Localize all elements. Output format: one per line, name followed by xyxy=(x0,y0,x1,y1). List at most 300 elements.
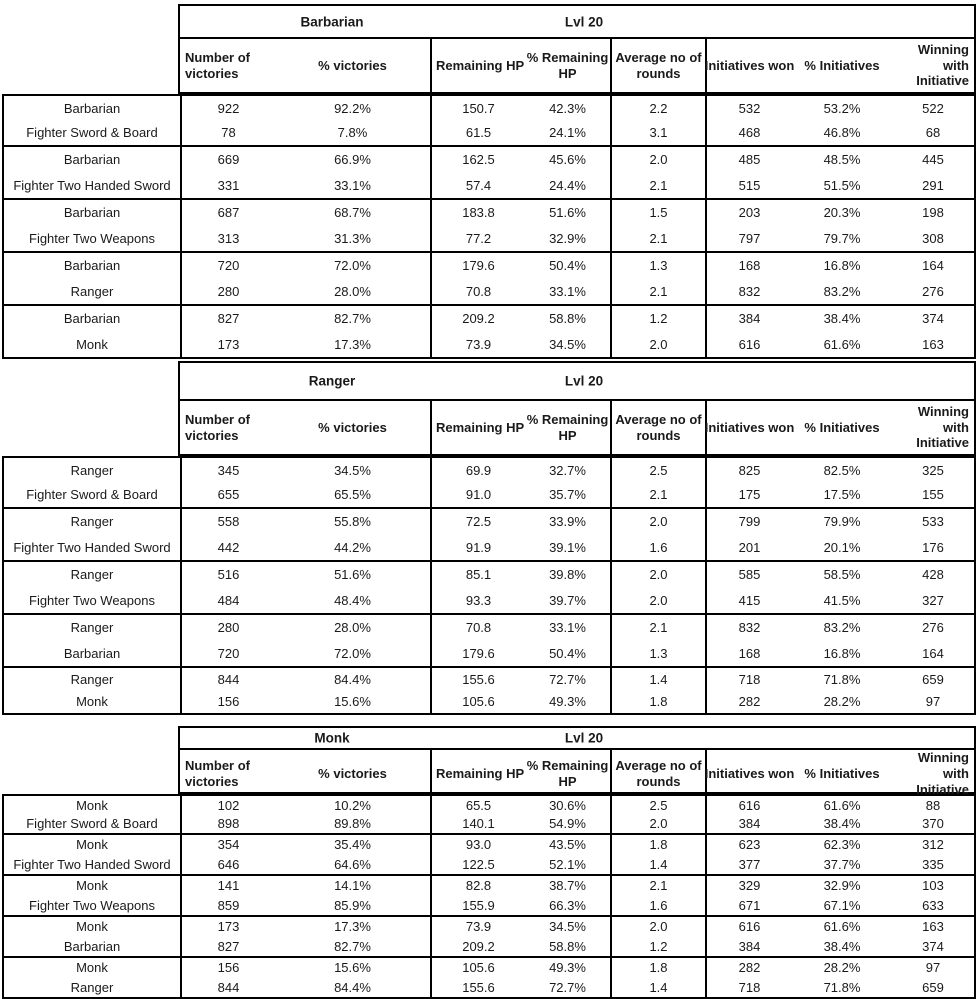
stat-cell: 198 xyxy=(922,205,944,221)
stat-cell: 71.8% xyxy=(823,671,861,687)
stat-cell: 37.7% xyxy=(823,856,861,872)
stat-cell: 82.5% xyxy=(823,462,861,478)
stat-cell: 84.4% xyxy=(334,671,371,687)
stat-cell: 671 xyxy=(705,896,792,916)
stat-cell: 49.3% xyxy=(549,960,586,976)
stat-cell: 164 xyxy=(922,645,944,661)
stat-cell: 155.6 xyxy=(430,978,525,998)
stat-cell: 203 xyxy=(705,200,792,226)
stat-cell: 280 xyxy=(180,615,275,641)
col-header-number-of-victories: Number of victories xyxy=(185,411,250,443)
combatant-label: Ranger xyxy=(70,979,114,995)
stat-cell: 659 xyxy=(922,979,944,995)
stat-cell: 2.1 xyxy=(610,615,705,641)
stat-cell: 32.7% xyxy=(549,462,586,478)
col-header-average-no-of-rounds: Average no of rounds xyxy=(610,401,705,454)
stat-cell: 79.9% xyxy=(823,514,861,530)
stat-cell: 78 xyxy=(180,121,275,146)
combatant-label: Barbarian xyxy=(63,938,121,954)
stat-cell: 173 xyxy=(180,917,275,937)
stat-cell: 141 xyxy=(180,876,275,896)
stat-cell: 93.3 xyxy=(430,588,525,614)
col-header-pct-initiatives: % Initiatives xyxy=(804,57,880,73)
stat-cell: 72.5 xyxy=(430,509,525,535)
stat-cell: 335 xyxy=(922,856,944,872)
stat-cell: 313 xyxy=(180,226,275,252)
stat-cell: 156 xyxy=(180,691,275,714)
stat-cell: 1.8 xyxy=(610,691,705,714)
stat-cell: 91.9 xyxy=(430,535,525,561)
combatant-label: Fighter Two Handed Sword xyxy=(13,177,171,193)
stat-cell: 58.5% xyxy=(823,567,861,583)
col-header-initiatives-won: Initiatives won xyxy=(705,750,792,798)
stat-cell: 176 xyxy=(922,539,944,555)
stat-cell: 522 xyxy=(922,100,944,116)
stat-cell: 325 xyxy=(922,462,944,478)
stat-cell: 103 xyxy=(922,878,944,894)
col-header-remaining-hp: Remaining HP xyxy=(430,750,525,798)
stat-cell: 201 xyxy=(705,535,792,561)
ranger-matchup-table xyxy=(2,361,976,715)
stat-cell: 83.2% xyxy=(823,283,861,299)
stat-cell: 50.4% xyxy=(549,258,586,274)
barbarian-matchup-table xyxy=(2,4,976,359)
stat-cell: 484 xyxy=(180,588,275,614)
col-header-pct-victories: % victories xyxy=(318,765,387,781)
stat-cell: 68.7% xyxy=(334,205,371,221)
stat-cell: 384 xyxy=(705,815,792,834)
stat-cell: 72.7% xyxy=(549,671,586,687)
stat-cell: 585 xyxy=(705,562,792,588)
combatant-label: Monk xyxy=(76,960,108,976)
stat-cell: 370 xyxy=(922,816,944,832)
combatant-label: Barbarian xyxy=(63,645,121,661)
stat-cell: 50.4% xyxy=(549,645,586,661)
stat-cell: 54.9% xyxy=(549,816,586,832)
stat-cell: 308 xyxy=(922,230,944,246)
stat-cell: 66.9% xyxy=(334,152,371,168)
stat-cell: 17.3% xyxy=(334,919,371,935)
matchup-pair xyxy=(2,835,976,876)
combatant-label: Fighter Sword & Board xyxy=(26,816,158,832)
stat-cell: 44.2% xyxy=(334,539,371,555)
stat-cell: 616 xyxy=(705,332,792,358)
stat-cell: 46.8% xyxy=(823,125,861,141)
stat-cell: 102 xyxy=(180,796,275,815)
column-header-row xyxy=(180,39,974,92)
matchup-pair xyxy=(2,794,976,835)
stat-cell: 105.6 xyxy=(430,958,525,978)
stat-cell: 66.3% xyxy=(549,897,586,913)
stat-cell: 53.2% xyxy=(823,100,861,116)
stat-cell: 28.2% xyxy=(823,960,861,976)
stat-cell: 51.5% xyxy=(823,177,861,193)
stat-cell: 331 xyxy=(180,173,275,199)
stat-cell: 61.6% xyxy=(823,797,861,813)
matchup-pair xyxy=(2,668,976,715)
stat-cell: 155.6 xyxy=(430,668,525,691)
stat-cell: 533 xyxy=(922,514,944,530)
stat-cell: 72.7% xyxy=(549,979,586,995)
stat-cell: 280 xyxy=(180,279,275,305)
col-header-initiatives-won: Initiatives won xyxy=(705,401,792,454)
stat-cell: 34.5% xyxy=(549,336,586,352)
stat-cell: 718 xyxy=(705,668,792,691)
stat-cell: 79.7% xyxy=(823,230,861,246)
stat-cell: 832 xyxy=(705,615,792,641)
stat-cell: 52.1% xyxy=(549,856,586,872)
stat-cell: 20.1% xyxy=(823,539,861,555)
stat-cell: 150.7 xyxy=(430,96,525,121)
class-name-title: Monk xyxy=(314,730,350,746)
stat-cell: 374 xyxy=(922,311,944,327)
stat-cell: 282 xyxy=(705,958,792,978)
stat-cell: 2.1 xyxy=(610,226,705,252)
stat-cell: 179.6 xyxy=(430,253,525,279)
stat-cell: 2.1 xyxy=(610,279,705,305)
stat-cell: 89.8% xyxy=(334,816,371,832)
stat-cell: 2.0 xyxy=(610,588,705,614)
class-name-title: Barbarian xyxy=(300,14,364,29)
stat-cell: 384 xyxy=(705,306,792,332)
stat-cell: 28.0% xyxy=(334,620,371,636)
stat-cell: 799 xyxy=(705,509,792,535)
stat-cell: 163 xyxy=(922,336,944,352)
stat-cell: 51.6% xyxy=(334,567,371,583)
stat-cell: 442 xyxy=(180,535,275,561)
stat-cell: 1.3 xyxy=(610,641,705,667)
table-header-block xyxy=(178,4,976,94)
stat-cell: 276 xyxy=(922,620,944,636)
stat-cell: 32.9% xyxy=(823,878,861,894)
stat-cell: 687 xyxy=(180,200,275,226)
level-label: Lvl 20 xyxy=(564,14,604,29)
table-body xyxy=(2,794,976,999)
stat-cell: 72.0% xyxy=(334,258,371,274)
stat-cell: 616 xyxy=(705,917,792,937)
stat-cell: 85.9% xyxy=(334,897,371,913)
stat-cell: 415 xyxy=(705,588,792,614)
stat-cell: 15.6% xyxy=(334,694,371,710)
stat-cell: 38.4% xyxy=(823,938,861,954)
matchup-pair xyxy=(2,456,976,509)
stat-cell: 88 xyxy=(925,797,941,813)
stat-cell: 155.9 xyxy=(430,896,525,916)
stat-cell: 48.4% xyxy=(334,592,371,608)
matchup-pair xyxy=(2,94,976,147)
stat-cell: 168 xyxy=(705,641,792,667)
combatant-label: Monk xyxy=(76,336,108,352)
stat-cell: 646 xyxy=(180,855,275,875)
stat-cell: 28.0% xyxy=(334,283,371,299)
col-header-average-no-of-rounds: Average no of rounds xyxy=(610,39,705,92)
matchup-pair xyxy=(2,509,976,562)
stat-cell: 163 xyxy=(922,919,944,935)
combatant-label: Monk xyxy=(76,797,108,813)
combatant-label: Ranger xyxy=(70,671,114,687)
stat-cell: 14.1% xyxy=(334,878,371,894)
col-header-pct-victories: % victories xyxy=(318,57,387,73)
stat-cell: 32.9% xyxy=(549,230,586,246)
stat-cell: 42.3% xyxy=(549,100,586,116)
stat-cell: 354 xyxy=(180,835,275,855)
stat-cell: 43.5% xyxy=(549,837,586,853)
stat-cell: 844 xyxy=(180,978,275,998)
stat-cell: 2.5 xyxy=(610,796,705,815)
combatant-label: Ranger xyxy=(70,620,114,636)
stat-cell: 7.8% xyxy=(337,125,368,141)
stat-cell: 70.8 xyxy=(430,279,525,305)
table-body xyxy=(2,456,976,715)
stat-cell: 17.3% xyxy=(334,336,371,352)
stat-cell: 164 xyxy=(922,258,944,274)
table-body xyxy=(2,94,976,359)
stat-cell: 825 xyxy=(705,458,792,483)
table-header-block xyxy=(178,726,976,797)
col-header-number-of-victories: Number of victories xyxy=(185,757,250,789)
stat-cell: 97 xyxy=(925,960,941,976)
stat-cell: 1.6 xyxy=(610,896,705,916)
stat-cell: 17.5% xyxy=(823,487,861,503)
stat-cell: 61.5 xyxy=(430,121,525,146)
matchup-pair xyxy=(2,147,976,200)
stat-cell: 827 xyxy=(180,306,275,332)
combatant-label: Barbarian xyxy=(63,258,121,274)
stat-cell: 345 xyxy=(180,458,275,483)
stat-cell: 1.4 xyxy=(610,978,705,998)
stat-cell: 515 xyxy=(705,173,792,199)
stat-cell: 64.6% xyxy=(334,856,371,872)
stat-cell: 156 xyxy=(180,958,275,978)
stat-cell: 377 xyxy=(705,855,792,875)
combatant-label: Fighter Sword & Board xyxy=(26,125,158,141)
combatant-label: Fighter Two Weapons xyxy=(29,897,155,913)
stat-cell: 31.3% xyxy=(334,230,371,246)
stat-cell: 485 xyxy=(705,147,792,173)
combatant-label: Ranger xyxy=(70,514,114,530)
matchup-pair xyxy=(2,615,976,668)
stat-cell: 209.2 xyxy=(430,937,525,957)
stat-cell: 41.5% xyxy=(823,592,861,608)
stat-cell: 122.5 xyxy=(430,855,525,875)
stat-cell: 1.8 xyxy=(610,835,705,855)
stat-cell: 468 xyxy=(705,121,792,146)
stat-cell: 276 xyxy=(922,283,944,299)
stat-cell: 72.0% xyxy=(334,645,371,661)
stat-cell: 34.5% xyxy=(549,919,586,935)
stat-cell: 922 xyxy=(180,96,275,121)
stat-cell: 532 xyxy=(705,96,792,121)
stat-cell: 179.6 xyxy=(430,641,525,667)
stat-cell: 797 xyxy=(705,226,792,252)
stat-cell: 282 xyxy=(705,691,792,714)
stat-cell: 140.1 xyxy=(430,815,525,834)
stat-cell: 105.6 xyxy=(430,691,525,714)
level-label: Lvl 20 xyxy=(564,730,604,746)
stat-cell: 33.9% xyxy=(549,514,586,530)
col-header-pct-initiatives: % Initiatives xyxy=(804,419,880,435)
stat-cell: 2.0 xyxy=(610,332,705,358)
monk-matchup-table xyxy=(2,726,976,999)
stat-cell: 93.0 xyxy=(430,835,525,855)
stat-cell: 39.7% xyxy=(549,592,586,608)
combatant-label: Fighter Two Weapons xyxy=(29,230,155,246)
combatant-label: Barbarian xyxy=(63,205,121,221)
column-header-row xyxy=(180,401,974,454)
stat-cell: 844 xyxy=(180,668,275,691)
stat-cell: 384 xyxy=(705,937,792,957)
stat-cell: 655 xyxy=(180,483,275,508)
stat-cell: 659 xyxy=(922,671,944,687)
class-name-title: Ranger xyxy=(308,373,356,389)
stat-cell: 33.1% xyxy=(549,620,586,636)
stat-cell: 1.5 xyxy=(610,200,705,226)
col-header-number-of-victories: Number of victories xyxy=(185,49,250,81)
stat-cell: 2.5 xyxy=(610,458,705,483)
stat-cell: 633 xyxy=(922,897,944,913)
stat-cell: 428 xyxy=(922,567,944,583)
stat-cell: 669 xyxy=(180,147,275,173)
stat-cell: 83.2% xyxy=(823,620,861,636)
stat-cell: 2.1 xyxy=(610,483,705,508)
combatant-label: Fighter Two Weapons xyxy=(29,592,155,608)
stat-cell: 92.2% xyxy=(334,100,371,116)
stat-cell: 623 xyxy=(705,835,792,855)
combatant-label: Ranger xyxy=(70,567,114,583)
stat-cell: 1.2 xyxy=(610,306,705,332)
table-title-row xyxy=(180,6,974,39)
stat-cell: 20.3% xyxy=(823,205,861,221)
stat-cell: 374 xyxy=(922,938,944,954)
stat-cell: 38.4% xyxy=(823,311,861,327)
col-header-pct-remaining-hp: % Remaining HP xyxy=(526,411,609,443)
stat-cell: 329 xyxy=(705,876,792,896)
stat-cell: 34.5% xyxy=(334,462,371,478)
stat-cell: 173 xyxy=(180,332,275,358)
stat-cell: 168 xyxy=(705,253,792,279)
combatant-label: Monk xyxy=(76,837,108,853)
col-header-remaining-hp: Remaining HP xyxy=(430,401,525,454)
combatant-label: Fighter Sword & Board xyxy=(26,487,158,503)
stat-cell: 65.5% xyxy=(334,487,371,503)
stat-cell: 175 xyxy=(705,483,792,508)
stat-cell: 327 xyxy=(922,592,944,608)
col-header-pct-initiatives: % Initiatives xyxy=(804,765,880,781)
stat-cell: 33.1% xyxy=(334,177,371,193)
stat-cell: 33.1% xyxy=(549,283,586,299)
combatant-label: Monk xyxy=(76,919,108,935)
column-header-row xyxy=(180,750,974,797)
stat-cell: 16.8% xyxy=(823,258,861,274)
combatant-label: Monk xyxy=(76,878,108,894)
stat-cell: 38.4% xyxy=(823,816,861,832)
stat-cell: 38.7% xyxy=(549,878,586,894)
stat-cell: 82.7% xyxy=(334,311,371,327)
stat-cell: 67.1% xyxy=(823,897,861,913)
stat-cell: 77.2 xyxy=(430,226,525,252)
stat-cell: 558 xyxy=(180,509,275,535)
stat-cell: 445 xyxy=(922,152,944,168)
stat-cell: 62.3% xyxy=(823,837,861,853)
stat-cell: 61.6% xyxy=(823,919,861,935)
level-label: Lvl 20 xyxy=(564,373,604,389)
stat-cell: 49.3% xyxy=(549,694,586,710)
stat-cell: 35.4% xyxy=(334,837,371,853)
combatant-label: Fighter Two Handed Sword xyxy=(13,856,171,872)
stat-cell: 1.8 xyxy=(610,958,705,978)
stat-cell: 898 xyxy=(180,815,275,834)
stat-cell: 58.8% xyxy=(549,938,586,954)
stat-cell: 16.8% xyxy=(823,645,861,661)
matchup-pair xyxy=(2,917,976,958)
stat-cell: 718 xyxy=(705,978,792,998)
stat-cell: 35.7% xyxy=(549,487,586,503)
combatant-label: Ranger xyxy=(70,462,114,478)
stat-cell: 720 xyxy=(180,641,275,667)
stat-cell: 68 xyxy=(925,125,941,141)
stat-cell: 24.4% xyxy=(549,177,586,193)
stat-cell: 2.0 xyxy=(610,509,705,535)
stat-cell: 73.9 xyxy=(430,917,525,937)
col-header-average-no-of-rounds: Average no of rounds xyxy=(610,750,705,798)
stat-cell: 832 xyxy=(705,279,792,305)
combatant-label: Fighter Two Handed Sword xyxy=(13,539,171,555)
stat-cell: 10.2% xyxy=(334,797,371,813)
matchup-pair xyxy=(2,876,976,917)
combatant-label: Ranger xyxy=(70,283,114,299)
stat-cell: 312 xyxy=(922,837,944,853)
stat-cell: 28.2% xyxy=(823,694,861,710)
col-header-initiatives-won: Initiatives won xyxy=(705,39,792,92)
col-header-pct-remaining-hp: % Remaining HP xyxy=(526,49,609,81)
matchup-pair xyxy=(2,200,976,253)
stat-cell: 616 xyxy=(705,796,792,815)
stat-cell: 1.6 xyxy=(610,535,705,561)
stat-cell: 516 xyxy=(180,562,275,588)
stat-cell: 51.6% xyxy=(549,205,586,221)
stat-cell: 48.5% xyxy=(823,152,861,168)
stat-cell: 69.9 xyxy=(430,458,525,483)
stat-cell: 30.6% xyxy=(549,797,586,813)
stat-cell: 65.5 xyxy=(430,796,525,815)
col-header-pct-victories: % victories xyxy=(318,419,387,435)
stat-cell: 24.1% xyxy=(549,125,586,141)
stat-cell: 720 xyxy=(180,253,275,279)
stat-cell: 82.8 xyxy=(430,876,525,896)
stat-cell: 58.8% xyxy=(549,311,586,327)
table-header-block xyxy=(178,361,976,456)
stat-cell: 55.8% xyxy=(334,514,371,530)
stat-cell: 45.6% xyxy=(549,152,586,168)
matchup-pair xyxy=(2,253,976,306)
stat-cell: 73.9 xyxy=(430,332,525,358)
stat-cell: 82.7% xyxy=(334,938,371,954)
stat-cell: 85.1 xyxy=(430,562,525,588)
stat-cell: 209.2 xyxy=(430,306,525,332)
stat-cell: 2.1 xyxy=(610,173,705,199)
stat-cell: 162.5 xyxy=(430,147,525,173)
stat-cell: 97 xyxy=(925,694,941,710)
combatant-label: Barbarian xyxy=(63,100,121,116)
col-header-remaining-hp: Remaining HP xyxy=(430,39,525,92)
col-header-winning-with-initiative: Winning with Initiative xyxy=(916,403,969,451)
stat-cell: 39.1% xyxy=(549,539,586,555)
col-header-winning-with-initiative: Winning with Initiative xyxy=(916,41,969,89)
combatant-label: Monk xyxy=(76,694,108,710)
stat-cell: 71.8% xyxy=(823,979,861,995)
stat-cell: 183.8 xyxy=(430,200,525,226)
stat-cell: 84.4% xyxy=(334,979,371,995)
